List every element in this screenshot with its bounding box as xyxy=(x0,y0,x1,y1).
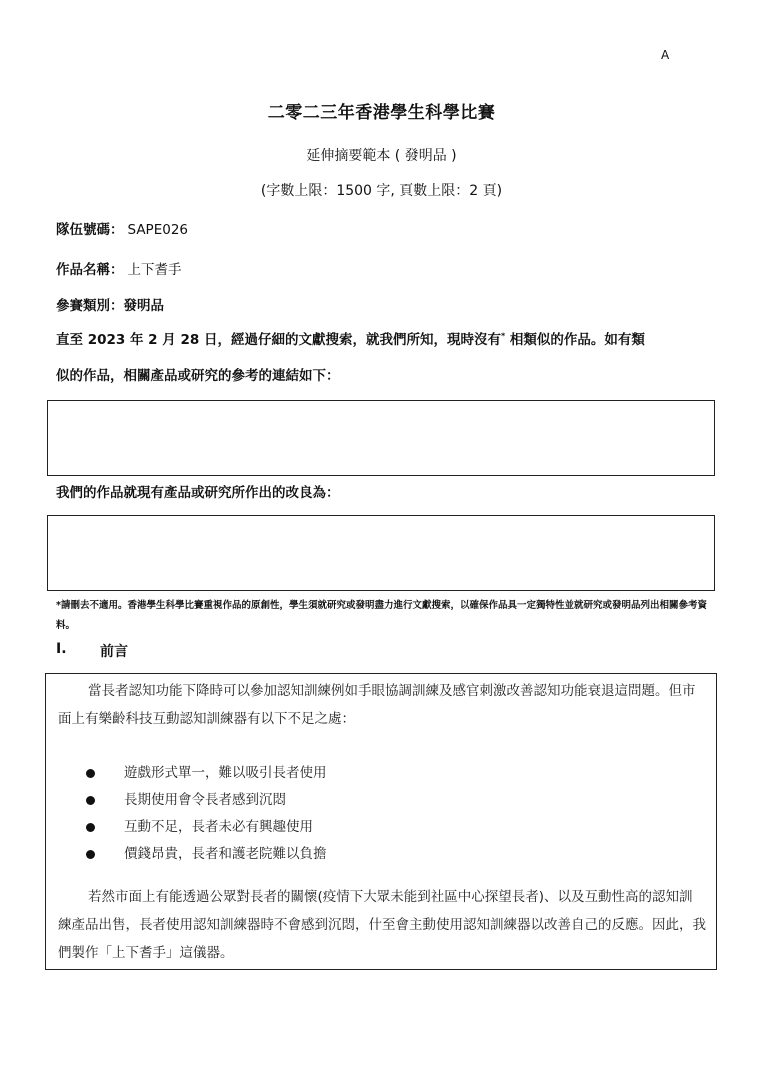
bullet-icon xyxy=(86,850,95,859)
intro-paragraph: 當長者認知功能下降時可以參加認知訓練例如手眼協調訓練及感官刺激改善認知功能衰退這問題。但市面上有樂齡科技互動認知訓練器有以下不足之處： xyxy=(58,683,696,727)
category-value: 發明品 xyxy=(123,298,164,314)
footnote-marker: * xyxy=(500,331,506,341)
list-item: 價錢昂貴，長者和護老院難以負擔 xyxy=(86,841,327,868)
conclusion-paragraph: 若然市面上有能透過公眾對長者的關懷(疫情下大眾未能到社區中心探望長者)、以及互動性高的認知訓練產品出售，長者使用認知訓練器時不會感到沉悶，什至會主動使用認知訓練器以改善自己的反應。因此，我們製作「上下耆手」這儀器。 xyxy=(58,889,706,961)
declaration-statement xyxy=(56,322,716,394)
work-name-field xyxy=(56,258,182,278)
declaration-line-1: 直至 2023 年 2 月 28 日，經過仔細的文獻搜索，就我們所知，現時沒有* 相類似的作品。如有類 xyxy=(56,331,645,348)
category-label: 參賽類別： xyxy=(56,298,124,314)
declaration-line-2: 似的作品，相關產品或研究的參考的連結如下： xyxy=(56,368,340,384)
document-title: 二零二三年香港學生科學比賽 xyxy=(267,103,496,123)
section-title: 前言 xyxy=(100,644,128,660)
introduction-box xyxy=(45,673,717,970)
section-number: I. xyxy=(56,641,67,657)
improvement-box xyxy=(47,515,715,591)
list-item: 長期使用會令長者感到沉悶 xyxy=(86,787,327,814)
references-box xyxy=(47,400,715,476)
word-page-limits: (字數上限：1500 字, 頁數上限：2 頁) xyxy=(260,183,503,199)
document-subtitle: 延伸摘要範本 ( 發明品 ) xyxy=(306,148,457,164)
list-item: 互動不足，長者未必有興趣使用 xyxy=(86,814,327,841)
shortcomings-list xyxy=(86,760,327,868)
work-name-label: 作品名稱： xyxy=(56,262,124,278)
category-field xyxy=(56,294,164,314)
work-name-value: 上下耆手 xyxy=(127,262,182,278)
page-marker: A xyxy=(661,48,670,62)
improvement-heading: 我們的作品就現有產品或研究所作出的改良為： xyxy=(56,485,340,501)
footnote: *請刪去不適用。香港學生科學比賽重視作品的原創性，學生須就研究或發明盡力進行文獻搜索，以確保作品具一定獨特性並就研究或發明品列出相關參考資料。 xyxy=(56,600,707,631)
bullet-icon xyxy=(86,796,95,805)
team-number-value: SAPE026 xyxy=(127,222,188,238)
list-item: 遊戲形式單一，難以吸引長者使用 xyxy=(86,760,327,787)
bullet-icon xyxy=(86,823,95,832)
team-number-label: 隊伍號碼： xyxy=(56,222,124,238)
team-number-field xyxy=(56,218,188,238)
bullet-icon xyxy=(86,769,95,778)
